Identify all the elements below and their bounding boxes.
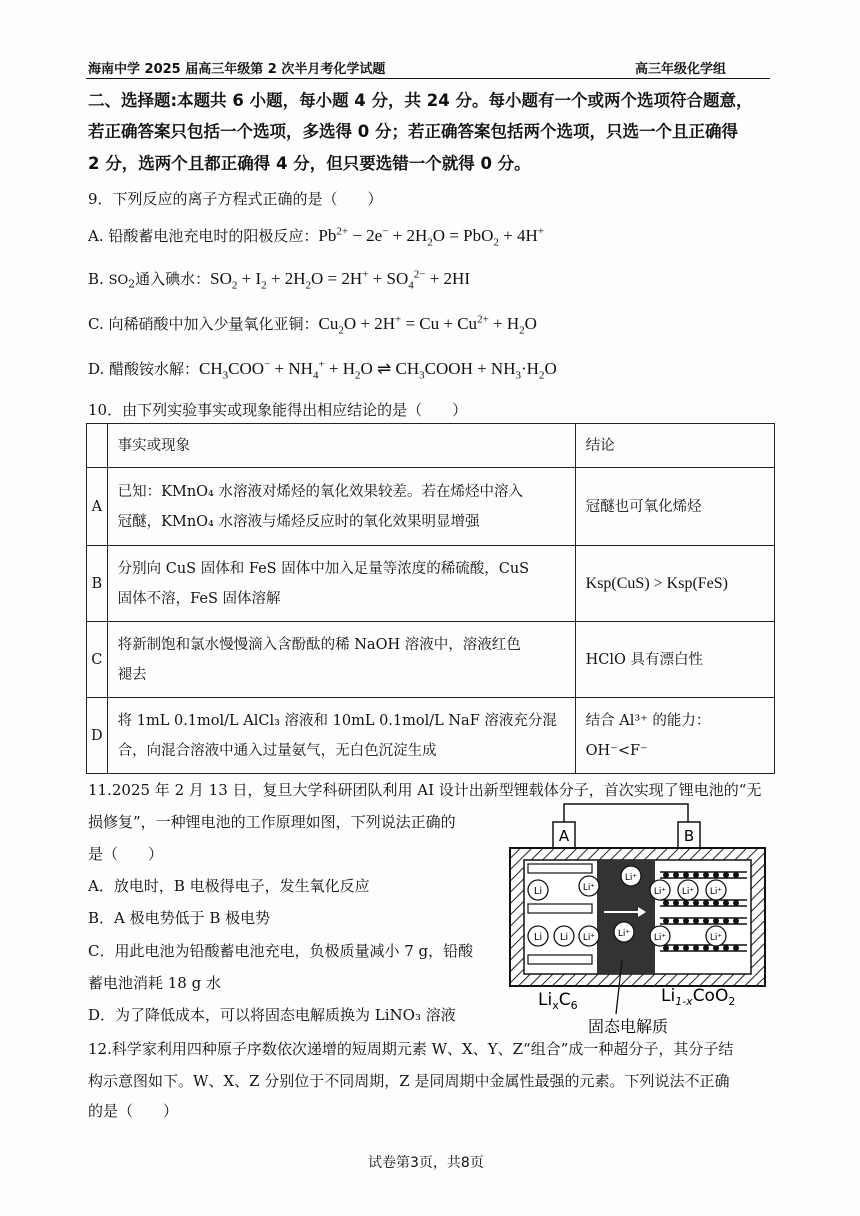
q9-option-b-equation: $SO_2 + I_2 + 2H_2O = 2H^+ + SO_4^{2-} + 2HI$ bbox=[210, 268, 470, 292]
table-header-row bbox=[87, 424, 775, 468]
row-label: C bbox=[87, 622, 108, 698]
q9-stem: 9．下列反应的离子方程式正确的是（ ） bbox=[88, 190, 383, 208]
table-row bbox=[87, 622, 775, 698]
electrode-b-label: B bbox=[683, 827, 695, 845]
row-fact-line2: 褪去 bbox=[117, 666, 147, 683]
q9-option-b-label: B. bbox=[88, 270, 104, 288]
li-ion-label: Li⁺ bbox=[653, 887, 667, 897]
anode-material-label: $Li_xC_6$ bbox=[538, 990, 578, 1012]
header-rule bbox=[86, 78, 770, 79]
li-ion-label: Li⁺ bbox=[582, 933, 596, 943]
row-label: B bbox=[87, 546, 108, 622]
q9-option-a-text: A. 铅酸蓄电池充电时的阳极反应： bbox=[88, 227, 319, 245]
row-fact-line2: 冠醚，KMnO₄ 水溶液与烯烃反应时的氧化效果明显增强 bbox=[117, 513, 480, 530]
q9-option-c-equation: $Cu_2O + 2H^+ = Cu + Cu^{2+} + H_2O$ bbox=[318, 313, 537, 337]
anode-layer bbox=[528, 864, 592, 873]
q11-option-d: D．为了降低成本，可以将固态电解质换为 LiNO₃ 溶液 bbox=[88, 1006, 456, 1024]
external-wire bbox=[564, 804, 688, 822]
row-fact-line1: 分别向 CuS 固体和 FeS 固体中加入足量等浓度的稀硫酸，CuS bbox=[117, 560, 530, 577]
li-atom-label: Li bbox=[533, 886, 543, 897]
q9-option-b: B. $SO_2$通入碘水：$SO_2 + I_2 + 2H_2O = 2H^+ + SO_4^{2-} + 2HI$ bbox=[88, 268, 470, 292]
row-fact-line1: 将新制饱和氯水慢慢滴入含酚酞的稀 NaOH 溶液中，溶液红色 bbox=[117, 636, 521, 653]
table-row bbox=[87, 546, 775, 622]
q9-option-d-equation: $CH_3COO^- + NH_4^+ + H_2O$ ⇌ $CH_3COOH + NH_3\cdot H_2O$ bbox=[199, 358, 557, 382]
q10-table bbox=[86, 423, 775, 774]
header-group: 高三年级化学组 bbox=[635, 62, 727, 77]
table-corner-cell bbox=[87, 424, 108, 468]
q11-stem-line3: 是（ ） bbox=[88, 845, 164, 863]
section-instructions-line2: 若正确答案只包括一个选项，多选得 0 分；若正确答案包括两个选项，只选一个且正确得 bbox=[88, 122, 738, 141]
li-ion-label: Li⁺ bbox=[653, 933, 667, 943]
q12-stem-line2: 构示意图如下。W、X、Z 分别位于不同周期，Z 是同周期中金属性最强的元素。下列说法不正确 bbox=[88, 1072, 730, 1090]
page-footer: 试卷第3页，共8页 bbox=[368, 1155, 484, 1171]
row-conclusion: Ksp(CuS) > Ksp(FeS) bbox=[575, 546, 774, 622]
table-header-fact: 事实或现象 bbox=[107, 424, 575, 468]
anode-layer bbox=[528, 955, 592, 964]
q11-option-b: B．A 极电势低于 B 极电势 bbox=[88, 909, 271, 927]
battery-diagram bbox=[500, 800, 780, 1040]
electrolyte-label: 固态电解质 bbox=[587, 1017, 669, 1036]
li-atom-label: Li bbox=[533, 932, 543, 943]
row-label: A bbox=[87, 468, 108, 546]
li-ion-label: Li⁺ bbox=[624, 873, 638, 883]
row-fact bbox=[107, 698, 575, 774]
row-fact bbox=[107, 546, 575, 622]
table-row bbox=[87, 468, 775, 546]
row-fact-line1: 已知：KMnO₄ 水溶液对烯烃的氧化效果较差。若在烯烃中溶入 bbox=[117, 483, 523, 500]
q10-stem: 10．由下列实验事实或现象能得出相应结论的是（ ） bbox=[88, 401, 468, 419]
row-fact bbox=[107, 468, 575, 546]
row-conclusion bbox=[575, 698, 774, 774]
table-row bbox=[87, 698, 775, 774]
table-header-conclusion: 结论 bbox=[575, 424, 774, 468]
q9-option-b-text: 通入碘水： bbox=[135, 270, 211, 288]
li-ion-label: Li⁺ bbox=[709, 887, 723, 897]
section-instructions-line3: 2 分，选两个且都正确得 4 分，但只要选错一个就得 0 分。 bbox=[88, 154, 531, 173]
row-fact-line1: 将 1mL 0.1mol/L AlCl₃ 溶液和 10mL 0.1mol/L NaF 溶液充分混 bbox=[117, 712, 557, 729]
q9-option-d-text: D. 醋酸铵水解： bbox=[88, 360, 200, 378]
row-conclusion: HClO 具有漂白性 bbox=[575, 622, 774, 698]
q11-option-a: A．放电时，B 电极得电子，发生氧化反应 bbox=[88, 877, 370, 895]
row-fact-line2: 固体不溶，FeS 固体溶解 bbox=[117, 590, 281, 607]
q12-stem-line3: 的是（ ） bbox=[88, 1102, 179, 1120]
anode-layer bbox=[528, 904, 592, 913]
li-ion-label: Li⁺ bbox=[582, 883, 596, 893]
q9-option-a-equation: $Pb^{2+} - 2e^- + 2H_2O = PbO_2 + 4H^+$ bbox=[318, 225, 544, 249]
li-atom-label: Li bbox=[559, 932, 569, 943]
section-instructions-line1: 二、选择题:本题共 6 小题，每小题 4 分，共 24 分。每小题有一个或两个选项符合题意， bbox=[88, 91, 753, 110]
q9-option-c bbox=[88, 313, 537, 336]
row-conclusion: 冠醚也可氧化烯烃 bbox=[575, 468, 774, 546]
row-label: D bbox=[87, 698, 108, 774]
li-ion-label: Li⁺ bbox=[617, 929, 631, 939]
q9-option-a bbox=[88, 225, 544, 248]
q9-option-c-text: C. 向稀硝酸中加入少量氧化亚铜： bbox=[88, 315, 319, 333]
electrode-a-label: A bbox=[558, 827, 570, 845]
row-fact-line2: 合，向混合溶液中通入过量氨气，无白色沉淀生成 bbox=[117, 742, 437, 759]
q11-stem-line1: 11.2025 年 2 月 13 日，复旦大学科研团队利用 AI 设计出新型锂载体分子，首次实现了锂电池的“无 bbox=[88, 781, 762, 799]
li-ion-label: Li⁺ bbox=[681, 887, 695, 897]
cathode-material-label: $Li_{1-x}CoO_2$ bbox=[661, 986, 736, 1008]
q11-option-c-line2: 蓄电池消耗 18 g 水 bbox=[88, 974, 221, 992]
row-conclusion-line2: OH⁻<F⁻ bbox=[585, 742, 648, 759]
q11-stem-line2: 损修复”，一种锂电池的工作原理如图，下列说法正确的 bbox=[88, 813, 456, 831]
q12-stem-line1: 12.科学家利用四种原子序数依次递增的短周期元素 W、X、Y、Z“组合”成一种超分子，其分子结 bbox=[88, 1040, 734, 1058]
q9-option-d bbox=[88, 358, 557, 381]
row-fact bbox=[107, 622, 575, 698]
row-conclusion-line1: 结合 Al³⁺ 的能力： bbox=[585, 712, 711, 729]
header-title: 海南中学 2025 届高三年级第 2 次半月考化学试题 bbox=[88, 62, 386, 77]
li-ion-label: Li⁺ bbox=[709, 933, 723, 943]
q11-option-c-line1: C．用此电池为铅酸蓄电池充电，负极质量减小 7 g，铅酸 bbox=[88, 942, 474, 960]
